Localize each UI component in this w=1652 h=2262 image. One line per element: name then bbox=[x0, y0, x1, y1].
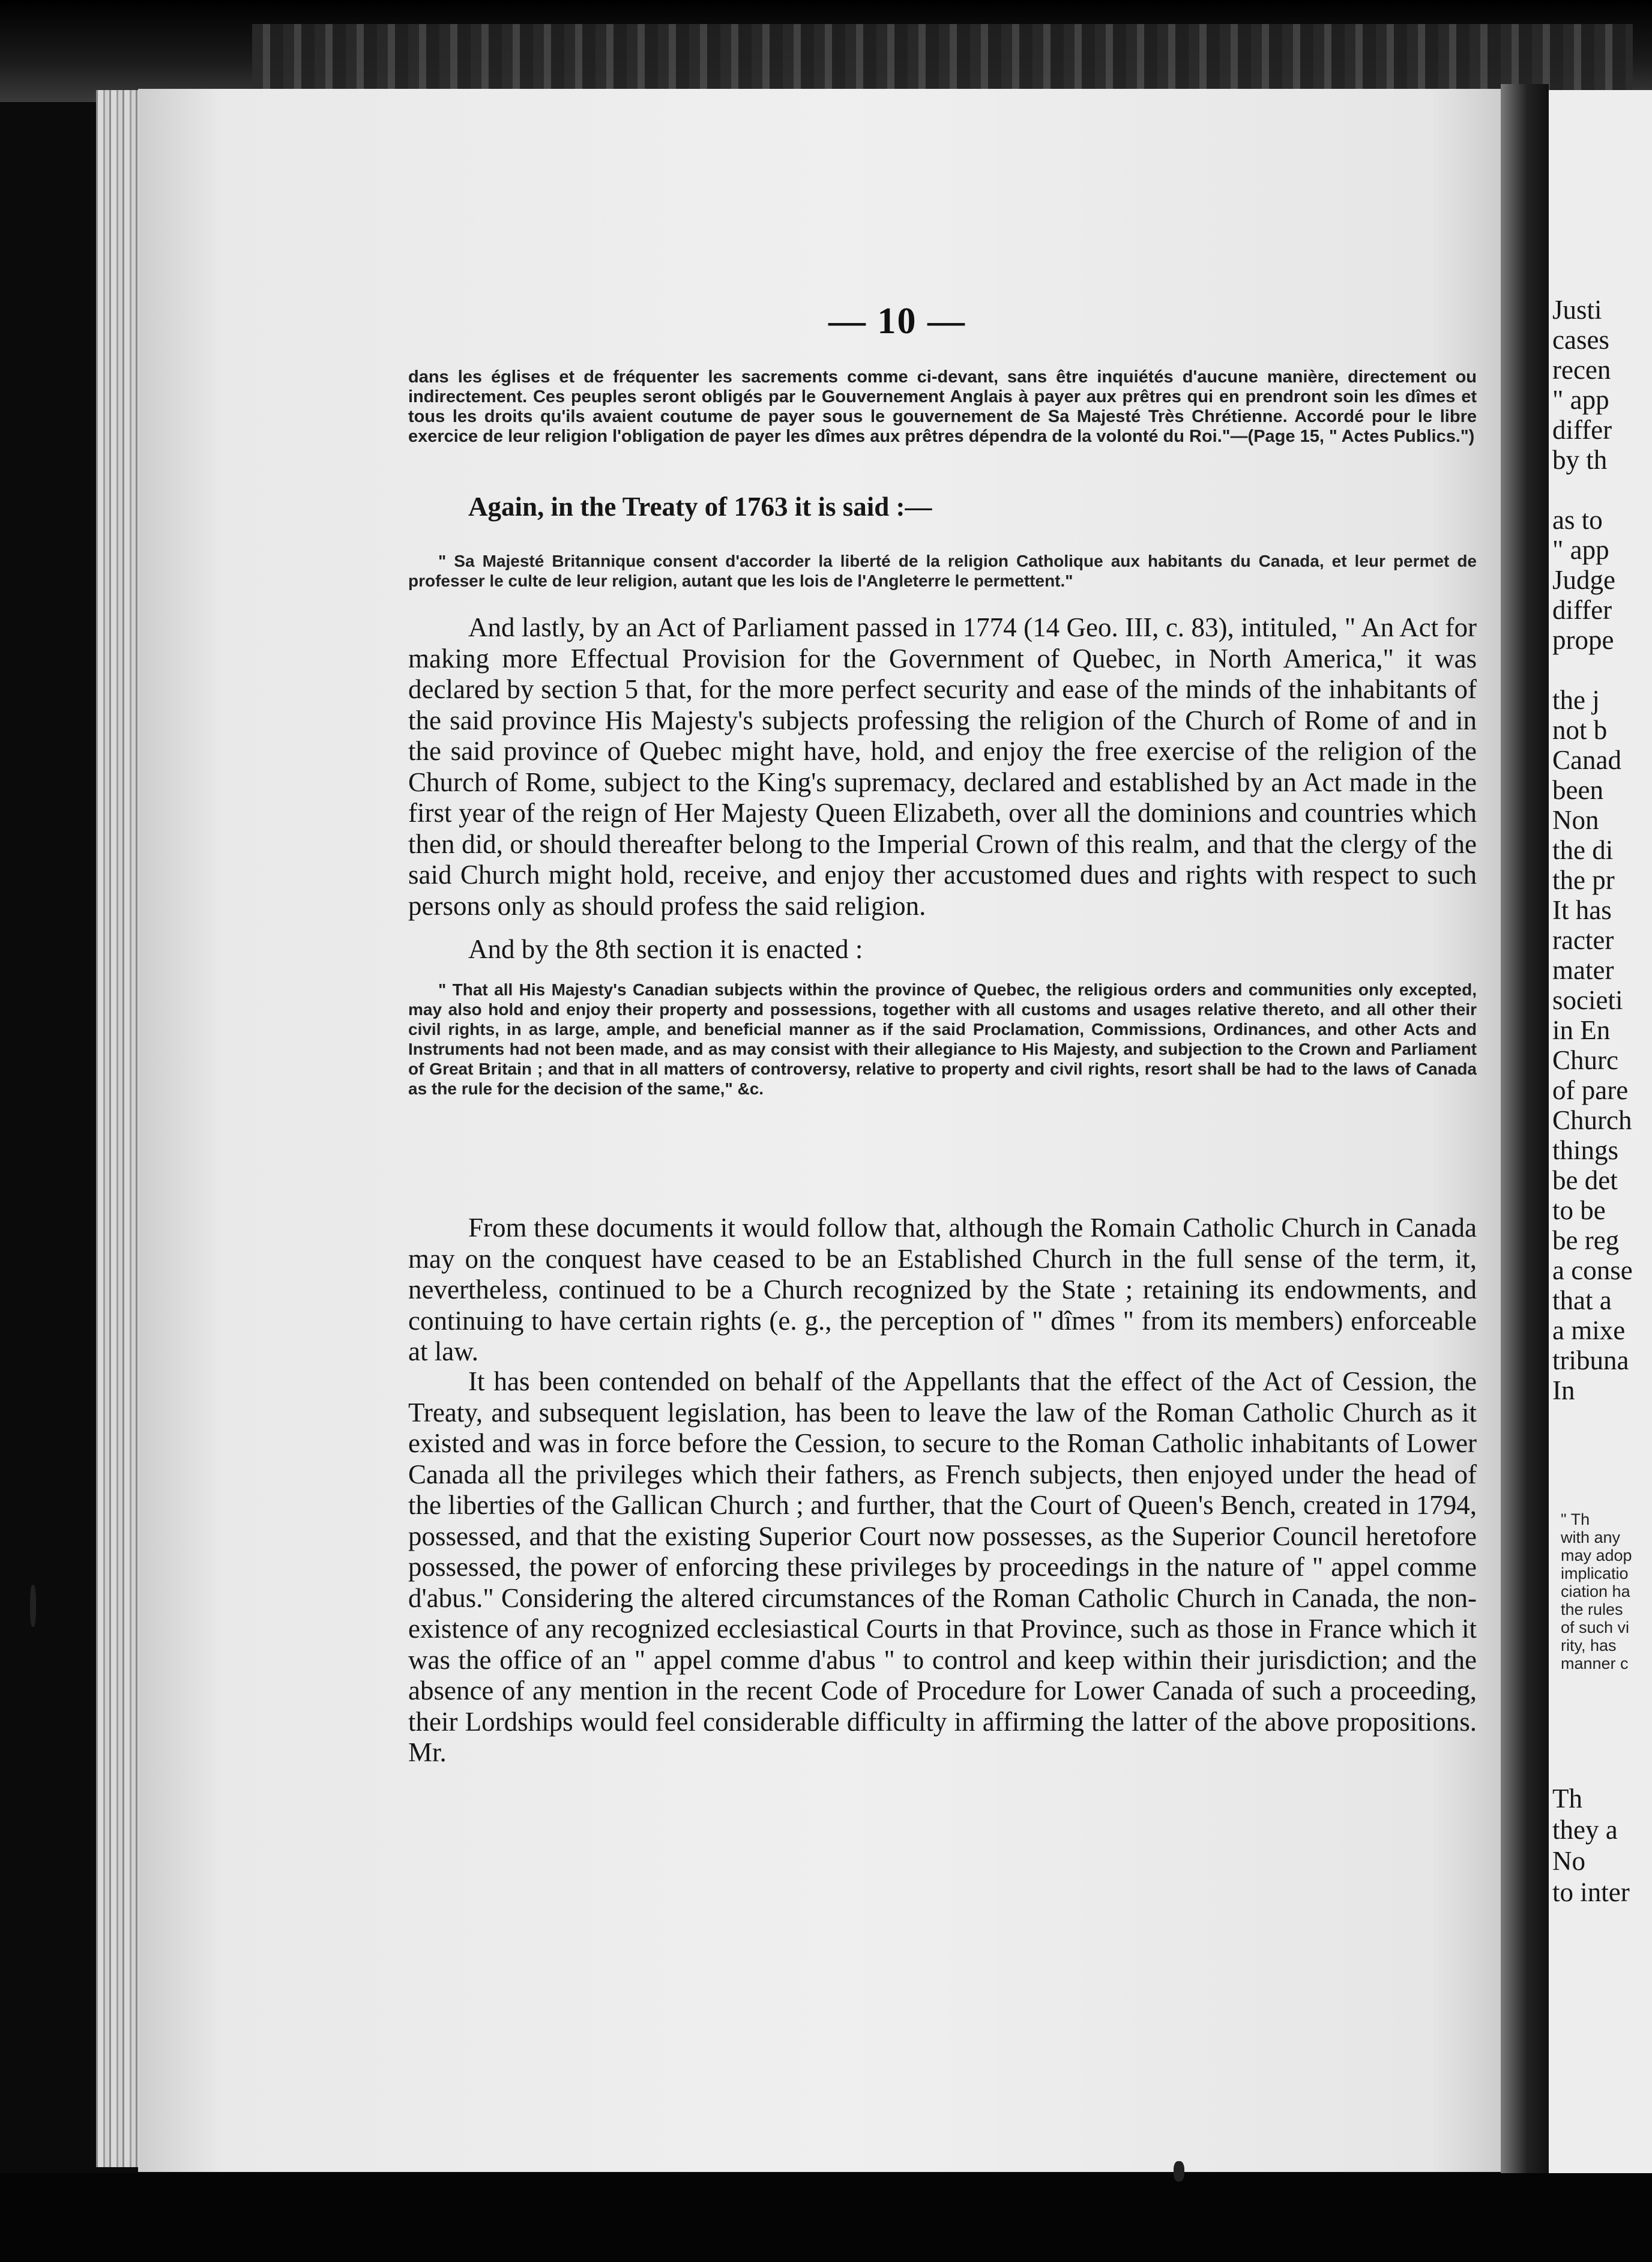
next-page-line: that a bbox=[1552, 1285, 1612, 1315]
next-page-footnote-line: manner c bbox=[1561, 1654, 1629, 1672]
next-page-line: in En bbox=[1552, 1015, 1611, 1045]
next-page-line: racter bbox=[1552, 925, 1614, 955]
next-page-line: " app bbox=[1552, 535, 1609, 565]
next-page-footnote-line: " Th bbox=[1561, 1510, 1590, 1528]
page-number: — 10 — bbox=[828, 301, 966, 342]
next-page-line: recen bbox=[1552, 355, 1611, 385]
next-page-line: " app bbox=[1552, 385, 1609, 415]
next-page-footnote-line: ciation ha bbox=[1561, 1582, 1630, 1600]
next-page-line: things bbox=[1552, 1135, 1619, 1165]
next-page-footnote-line: of such vi bbox=[1561, 1618, 1630, 1636]
next-page-fragment bbox=[1549, 90, 1652, 2173]
treaty-quote: " Sa Majesté Britannique consent d'accorder la liberté de la religion Catholique aux habitants du Canada, et leur permet de professer le culte de leur religion, autant que les lois de l'Angleterre le permettent." bbox=[408, 552, 1477, 590]
french-continuation-paragraph: dans les églises et de fréquenter les sacrements comme ci-devant, sans être inquiétés d'aucune manière, directement ou indirectement. Ces peuples seront obligés par le Gouvernement Anglais à payer aux prêtres qui en prendront soin les dîmes et tous les droits qu'ils avaient coutume de payer sous le gouvernement de Sa Majesté Très Chrétienne. Accordé pour le libre exercice de leur religion l'obligation de payer les dîmes aux prêtres dépendra de la volonté du Roi."—(Page 15, " Actes Publics.") bbox=[408, 367, 1477, 446]
next-page-line: the di bbox=[1552, 835, 1614, 865]
next-page-line: Judge bbox=[1552, 565, 1615, 595]
microfilm-bottom-border bbox=[0, 2173, 1652, 2262]
next-page-line: be det bbox=[1552, 1165, 1618, 1195]
microfilm-top-border bbox=[0, 0, 1652, 102]
film-speck bbox=[1174, 2161, 1184, 2182]
documents-paragraph: From these documents it would follow that, although the Romain Catholic Church in Canada may on the conquest have ceased to be an Established Church in the full sense of the term, it, nevertheless, continued to be a Church recognized by the State ; retaining its endowments, and continuing to have certain rights (e. g., the perception of " dîmes " from its members) enforceable at law. bbox=[408, 1213, 1477, 1366]
next-page-bottom-line: they a bbox=[1552, 1815, 1618, 1845]
next-page-footnote-line: with any bbox=[1561, 1528, 1621, 1546]
contended-paragraph: It has been contended on behalf of the Appellants that the effect of the Act of Cession, the Treaty, and subsequent legislation, has been to leave the law of the Roman Catholic Church as it existed and was in force before the Cession, to secure to the Roman Catholic inhabitants of Lower Canada all the privileges which their fathers, as French subjects, then enjoyed under the head of the liberties of the Gallican Church ; and further, that the Court of Queen's Bench, created in 1794, possessed, and that the existing Superior Court now possesses, as the Superior Council heretofore possessed, the power of enforcing these privileges by proceedings in the nature of " appel comme d'abus." Considering the altered circumstances of the Roman Catholic Church in Canada, the non-existence of any recognized ecclesiastical Courts in that Province, such as those in France which it was the office of an " appel comme d'abus " to control and keep within their jurisdiction; and the absence of any mention in the recent Code of Procedure for Lower Canada of such a proceeding, their Lordships would feel considerable difficulty in affirming the latter of the above propositions. Mr. bbox=[408, 1366, 1477, 1767]
next-page-line: a conse bbox=[1552, 1255, 1633, 1285]
next-page-line: societi bbox=[1552, 985, 1623, 1015]
section-8-intro: And by the 8th section it is enacted : bbox=[468, 934, 863, 964]
next-page-line: tribuna bbox=[1552, 1345, 1629, 1375]
section-8-quote: " That all His Majesty's Canadian subjects within the province of Quebec, the religious orders and communities only excepted, may also hold and enjoy their property and possessions, together with all customs and usages relative thereto, and all other their civil rights, in as large, ample, and beneficial manner as if the said Proclamation, Commissions, Ordinances, and other Acts and Instruments had not been made, and as may consist with their allegiance to His Majesty, and subjection to the Crown and Parliament of Great Britain ; and that in all matters of controversy, relative to property and civil rights, resort shall be had to the laws of Canada as the rule for the decision of the same," &c. bbox=[408, 980, 1477, 1098]
next-page-line: differ bbox=[1552, 595, 1612, 625]
act-of-parliament-paragraph: And lastly, by an Act of Parliament passed in 1774 (14 Geo. III, c. 83), intituled, " An Act for making more Effectual Provision for the Government of Quebec, in North America," it was declared by section 5 that, for the more perfect security and ease of the minds of the inhabitants of the said province His Majesty's subjects professing the religion of the Church of Rome of and in the said province of Quebec might have, hold, and enjoy the free exercise of the religion of the Church of Rome, subject to the King's supremacy, declared and established by an Act made in the first year of the reign of Her Majesty Queen Elizabeth, over all the dominions and countries which then did, or should thereafter belong to the Imperial Crown of this realm, and that the clergy of the said Church might hold, receive, and enjoy ther accustomed dues and rights with respect to such persons only as should profess the said religion. bbox=[408, 612, 1477, 921]
next-page-line: a mixe bbox=[1552, 1315, 1626, 1345]
next-page-footnote-line: the rules bbox=[1561, 1600, 1623, 1618]
next-page-line: Justi bbox=[1552, 295, 1602, 325]
treaty-heading: Again, in the Treaty of 1763 it is said :— bbox=[468, 492, 932, 522]
next-page-footnote-line: may adop bbox=[1561, 1546, 1632, 1564]
page-gutter bbox=[1501, 84, 1549, 2173]
next-page-line: Non bbox=[1552, 805, 1599, 835]
next-page-line: be reg bbox=[1552, 1225, 1620, 1255]
next-page-line: It has bbox=[1552, 895, 1612, 925]
next-page-bottom-line: Th bbox=[1552, 1784, 1582, 1814]
next-page-line: the j bbox=[1552, 685, 1600, 715]
adjacent-page-edge bbox=[252, 24, 1633, 90]
next-page-line: Church bbox=[1552, 1105, 1632, 1135]
next-page-footnote-line: implicatio bbox=[1561, 1564, 1629, 1582]
next-page-line: prope bbox=[1552, 625, 1614, 655]
next-page-line: In bbox=[1552, 1375, 1575, 1405]
next-page-line: as to bbox=[1552, 505, 1603, 535]
next-page-footnote-line: rity, has bbox=[1561, 1636, 1617, 1654]
next-page-line: the pr bbox=[1552, 865, 1615, 895]
next-page-line: of pare bbox=[1552, 1075, 1629, 1105]
next-page-line: Churc bbox=[1552, 1045, 1618, 1075]
next-page-line: mater bbox=[1552, 955, 1614, 985]
next-page-bottom-line: No bbox=[1552, 1846, 1585, 1876]
film-speck bbox=[30, 1585, 36, 1627]
next-page-line: cases bbox=[1552, 325, 1609, 355]
next-page-bottom-line: to inter bbox=[1552, 1877, 1630, 1907]
next-page-line: been bbox=[1552, 775, 1603, 805]
next-page-line: to be bbox=[1552, 1195, 1606, 1225]
next-page-line: differ bbox=[1552, 415, 1612, 445]
next-page-line: by th bbox=[1552, 445, 1608, 475]
next-page-line: Canad bbox=[1552, 745, 1621, 775]
next-page-line: not b bbox=[1552, 715, 1608, 745]
